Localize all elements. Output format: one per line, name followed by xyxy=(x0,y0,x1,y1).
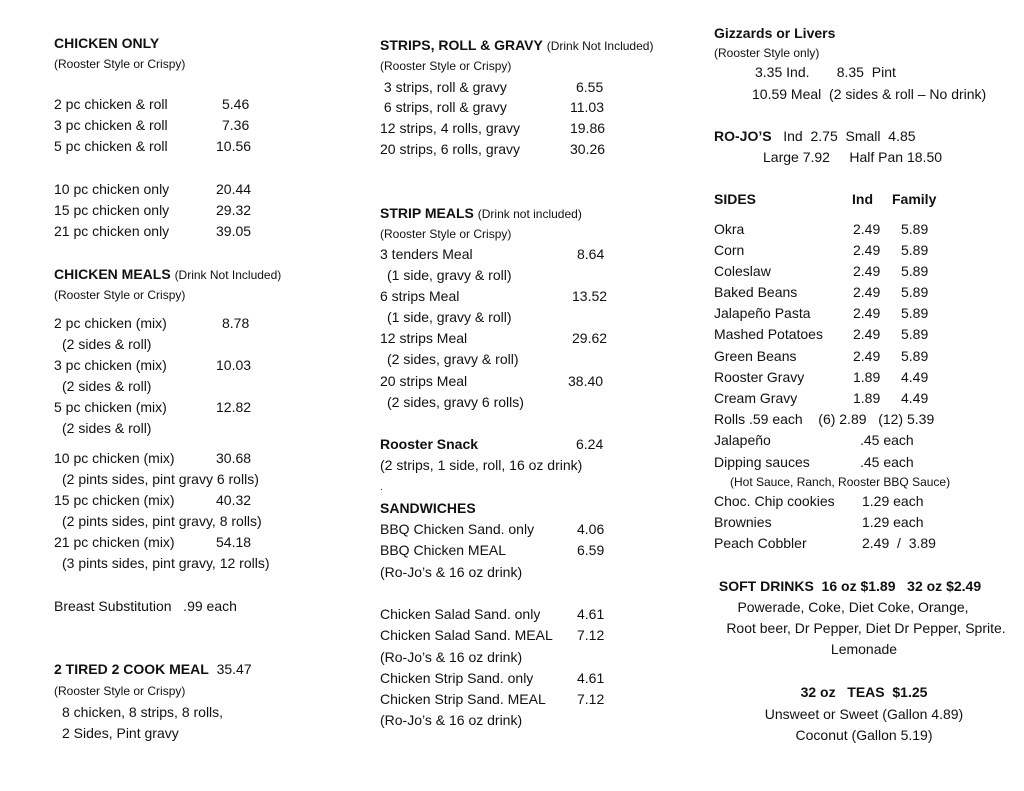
breast-substitution: Breast Substitution .99 each xyxy=(54,598,237,614)
soft-drinks-line-2: Root beer, Dr Pepper, Diet Dr Pepper, Sprite. xyxy=(726,620,1006,636)
rojos-line-2: Large 7.92 Half Pan 18.50 xyxy=(763,149,943,165)
rojos-line-1 xyxy=(714,128,916,144)
strips-roll-heading xyxy=(380,37,653,54)
menu-price: 7.12 xyxy=(577,691,605,707)
chicken-meals-style: (Rooster Style or Crispy) xyxy=(54,288,186,302)
gizzards-title: Gizzards or Livers xyxy=(714,25,836,41)
menu-item: 3 pc chicken (mix) xyxy=(54,357,167,373)
menu-item: 5 pc chicken & roll xyxy=(54,138,168,154)
teas-line-2: Coconut (Gallon 5.19) xyxy=(795,727,933,743)
menu-price: 6.59 xyxy=(577,542,605,558)
menu-price: 13.52 xyxy=(572,288,608,304)
rooster-snack-title: Rooster Snack xyxy=(380,436,479,452)
strip-meals-title: STRIP MEALS xyxy=(380,205,474,221)
tired-title: 2 TIRED 2 COOK MEAL xyxy=(54,661,209,677)
soft-drinks-title: SOFT DRINKS 16 oz $1.89 32 oz $2.49 xyxy=(718,578,982,594)
side-family-price: 5.89 xyxy=(901,284,929,300)
menu-item: 2 pc chicken (mix) xyxy=(54,315,167,331)
cobbler-price: 2.49 / 3.89 xyxy=(862,535,936,551)
menu-item: Chicken Salad Sand. only xyxy=(380,606,541,622)
menu-price: 4.61 xyxy=(577,606,605,622)
menu-price: 7.36 xyxy=(222,117,250,133)
side-name: Rooster Gravy xyxy=(714,369,805,385)
jalapeno-name: Jalapeño xyxy=(714,432,771,448)
side-family-price: 5.89 xyxy=(901,348,929,364)
menu-item: 10 pc chicken only xyxy=(54,181,170,197)
menu-price: 7.12 xyxy=(577,627,605,643)
tired-price: 35.47 xyxy=(216,661,252,677)
brownies-price: 1.29 each xyxy=(862,514,924,530)
side-family-price: 4.49 xyxy=(901,390,929,406)
chicken-only-title: CHICKEN ONLY xyxy=(54,35,160,51)
side-ind-price: 1.89 xyxy=(853,369,881,385)
menu-item-sub: (1 side, gravy & roll) xyxy=(387,309,512,325)
rojos-title: RO-JO’S xyxy=(714,128,772,144)
gizzards-line-1: 3.35 Ind. 8.35 Pint xyxy=(755,64,896,80)
menu-price: 12.82 xyxy=(216,399,252,415)
gizzards-line-2: 10.59 Meal (2 sides & roll – No drink) xyxy=(752,86,987,102)
menu-price: 19.86 xyxy=(570,120,606,136)
side-name: Corn xyxy=(714,242,745,258)
menu-item-sub: (2 sides & roll) xyxy=(62,420,152,436)
side-ind-price: 2.49 xyxy=(853,284,881,300)
tired-heading xyxy=(54,661,252,677)
stray-dot: . xyxy=(380,482,383,493)
menu-price: 39.05 xyxy=(216,223,252,239)
side-name: Mashed Potatoes xyxy=(714,326,823,342)
side-name: Cream Gravy xyxy=(714,390,798,406)
menu-item: 5 pc chicken (mix) xyxy=(54,399,167,415)
menu-item-sub: (Ro-Jo’s & 16 oz drink) xyxy=(380,564,523,580)
menu-item: 3 strips, roll & gravy xyxy=(380,79,507,95)
rooster-snack-desc: (2 strips, 1 side, roll, 16 oz drink) xyxy=(380,457,583,473)
side-ind-price: 2.49 xyxy=(853,242,881,258)
menu-item: 20 strips Meal xyxy=(380,373,468,389)
cobbler-name: Peach Cobbler xyxy=(714,535,807,551)
menu-item-sub: (1 side, gravy & roll) xyxy=(387,267,512,283)
menu-item-sub: (Ro-Jo’s & 16 oz drink) xyxy=(380,712,523,728)
menu-item: 3 tenders Meal xyxy=(380,246,473,262)
menu-price: 30.68 xyxy=(216,450,252,466)
sides-family-header: Family xyxy=(892,191,937,207)
soft-drinks-line-1: Powerade, Coke, Diet Coke, Orange, xyxy=(737,599,969,615)
menu-item: 10 pc chicken (mix) xyxy=(54,450,175,466)
menu-item: 12 strips Meal xyxy=(380,330,468,346)
menu-price: 4.61 xyxy=(577,670,605,686)
side-name: Green Beans xyxy=(714,348,797,364)
menu-price: 11.03 xyxy=(570,99,604,115)
dipping-price: .45 each xyxy=(860,454,914,470)
menu-item: 15 pc chicken only xyxy=(54,202,170,218)
chicken-meals-heading xyxy=(54,266,281,283)
side-family-price: 5.89 xyxy=(901,326,929,342)
gizzards-style: (Rooster Style only) xyxy=(714,46,820,60)
menu-price: 54.18 xyxy=(216,534,252,550)
menu-item: Chicken Strip Sand. MEAL xyxy=(380,691,546,707)
menu-item: BBQ Chicken MEAL xyxy=(380,542,507,558)
menu-item: 3 pc chicken & roll xyxy=(54,117,168,133)
menu-item: 20 strips, 6 rolls, gravy xyxy=(380,141,521,157)
menu-item-sub: (Ro-Jo’s & 16 oz drink) xyxy=(380,649,523,665)
strip-meals-style: (Rooster Style or Crispy) xyxy=(380,227,512,241)
menu-item-sub: (2 sides & roll) xyxy=(62,378,152,394)
menu-item: 6 strips Meal xyxy=(380,288,460,304)
cookies-price: 1.29 each xyxy=(862,493,924,509)
menu-price: 10.56 xyxy=(216,138,252,154)
menu-price: 5.46 xyxy=(222,96,250,112)
strip-meals-heading xyxy=(380,205,582,222)
menu-price: 8.78 xyxy=(222,315,250,331)
teas-line-1: Unsweet or Sweet (Gallon 4.89) xyxy=(764,706,964,722)
dipping-note: (Hot Sauce, Ranch, Rooster BBQ Sauce) xyxy=(730,475,951,489)
menu-price: 38.40 xyxy=(568,373,604,389)
menu-item: Chicken Strip Sand. only xyxy=(380,670,534,686)
soft-drinks-line-3: Lemonade xyxy=(830,641,898,657)
side-name: Coleslaw xyxy=(714,263,771,279)
side-ind-price: 2.49 xyxy=(853,326,881,342)
menu-price: 8.64 xyxy=(577,246,605,262)
chicken-meals-title: CHICKEN MEALS xyxy=(54,266,171,282)
menu-price: 30.26 xyxy=(570,141,606,157)
menu-item: BBQ Chicken Sand. only xyxy=(380,521,535,537)
chicken-only-style: (Rooster Style or Crispy) xyxy=(54,57,186,71)
side-ind-price: 2.49 xyxy=(853,221,881,237)
strip-meals-note: (Drink not included) xyxy=(477,207,582,221)
brownies-name: Brownies xyxy=(714,514,772,530)
menu-price: 40.32 xyxy=(216,492,252,508)
rooster-snack-price: 6.24 xyxy=(576,436,604,452)
side-name: Jalapeño Pasta xyxy=(714,305,811,321)
strips-roll-title: STRIPS, ROLL & GRAVY xyxy=(380,37,543,53)
jalapeno-price: .45 each xyxy=(860,432,914,448)
rolls-line: Rolls .59 each (6) 2.89 (12) 5.39 xyxy=(714,411,935,427)
strips-roll-note: (Drink Not Included) xyxy=(546,39,654,53)
menu-price: 10.03 xyxy=(216,357,252,373)
menu-price: 29.32 xyxy=(216,202,252,218)
menu-price: 20.44 xyxy=(216,181,252,197)
side-name: Okra xyxy=(714,221,745,237)
cookies-name: Choc. Chip cookies xyxy=(714,493,835,509)
chicken-meals-note: (Drink Not Included) xyxy=(174,268,282,282)
menu-item: 6 strips, roll & gravy xyxy=(380,99,507,115)
side-ind-price: 1.89 xyxy=(853,390,881,406)
teas-title: 32 oz TEAS $1.25 xyxy=(800,684,928,700)
menu-price: 6.55 xyxy=(576,79,604,95)
menu-item: 15 pc chicken (mix) xyxy=(54,492,175,508)
side-family-price: 5.89 xyxy=(901,263,929,279)
menu-item: 21 pc chicken only xyxy=(54,223,170,239)
side-family-price: 5.89 xyxy=(901,221,929,237)
menu-item-sub: (2 sides, gravy & roll) xyxy=(387,351,519,367)
menu-item-sub: (2 sides, gravy 6 rolls) xyxy=(387,394,524,410)
side-family-price: 5.89 xyxy=(901,242,929,258)
menu-item-sub: (2 sides & roll) xyxy=(62,336,152,352)
menu-item-sub: (3 pints sides, pint gravy, 12 rolls) xyxy=(62,555,270,571)
menu-price: 4.06 xyxy=(577,521,605,537)
side-ind-price: 2.49 xyxy=(853,263,881,279)
menu-item-sub: (2 pints sides, pint gravy, 8 rolls) xyxy=(62,513,262,529)
side-ind-price: 2.49 xyxy=(853,348,881,364)
side-name: Baked Beans xyxy=(714,284,798,300)
tired-line-1: 8 chicken, 8 strips, 8 rolls, xyxy=(62,704,224,720)
side-family-price: 5.89 xyxy=(901,305,929,321)
menu-item: 12 strips, 4 rolls, gravy xyxy=(380,120,521,136)
rojos-prices-1: Ind 2.75 Small 4.85 xyxy=(783,128,916,144)
sides-ind-header: Ind xyxy=(852,191,873,207)
menu-item: 21 pc chicken (mix) xyxy=(54,534,175,550)
menu-item: Chicken Salad Sand. MEAL xyxy=(380,627,553,643)
strips-roll-style: (Rooster Style or Crispy) xyxy=(380,59,512,73)
menu-item: 2 pc chicken & roll xyxy=(54,96,168,112)
menu-item-sub: (2 pints sides, pint gravy 6 rolls) xyxy=(62,471,259,487)
side-ind-price: 2.49 xyxy=(853,305,881,321)
sides-title: SIDES xyxy=(714,191,757,207)
menu-price: 29.62 xyxy=(572,330,608,346)
sandwiches-title: SANDWICHES xyxy=(380,500,476,516)
side-family-price: 4.49 xyxy=(901,369,929,385)
tired-style: (Rooster Style or Crispy) xyxy=(54,684,186,698)
dipping-name: Dipping sauces xyxy=(714,454,810,470)
tired-line-2: 2 Sides, Pint gravy xyxy=(62,725,179,741)
